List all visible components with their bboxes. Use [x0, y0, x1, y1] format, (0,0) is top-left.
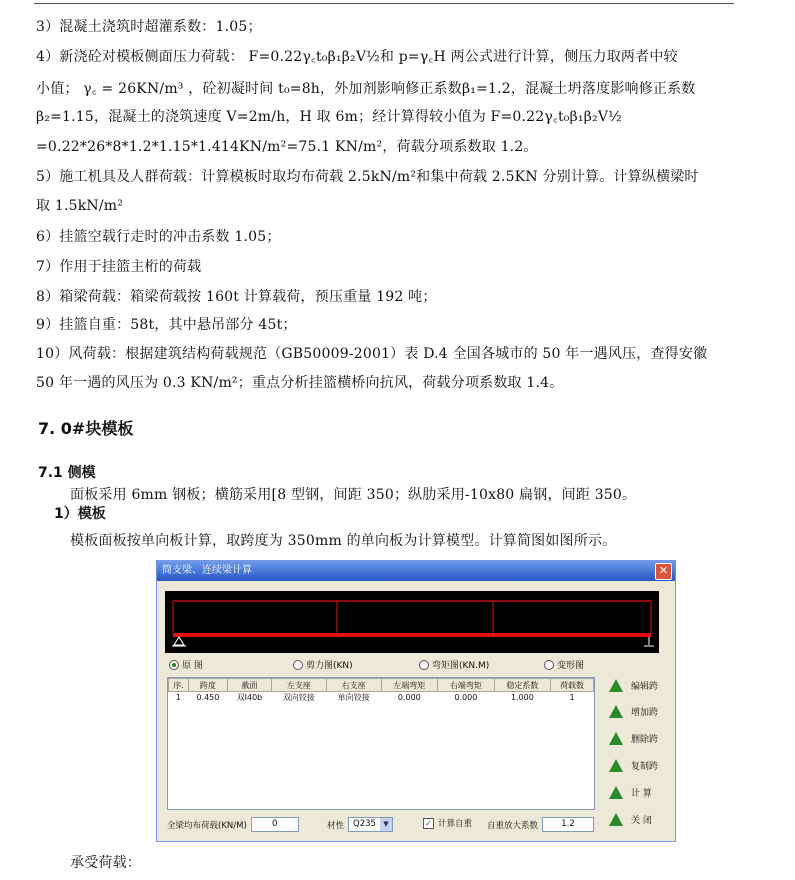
radio-deformation[interactable]: [544, 658, 584, 671]
factor-group: [487, 817, 594, 832]
delete-span-button[interactable]: [609, 732, 658, 745]
table-row[interactable]: [169, 692, 594, 704]
table-cell[interactable]: 双I40b: [236, 693, 263, 702]
factor-label: 自重放大系数: [487, 820, 539, 831]
load-input[interactable]: 0: [251, 817, 299, 832]
item-paragraph: 模板面板按单向板计算，取跨度为 350mm 的单向板为计算模型。计算简图如图所示。: [70, 533, 617, 549]
radio-original[interactable]: [169, 658, 203, 671]
radio-dot[interactable]: [293, 660, 303, 670]
button-label: 计 算: [631, 789, 652, 799]
radio-dot[interactable]: [169, 660, 179, 670]
doc-line: =0.22*26*8*1.2*1.15*1.414KN/m²=75.1 KN/m²，荷载分项系数取 1.2。: [36, 139, 538, 155]
doc-line: 50 年一遇的风压为 0.3 KN/m²；重点分析挂篮横桥向抗风，荷载分项系数取 1.4。: [36, 375, 564, 391]
radio-dot[interactable]: [544, 660, 554, 670]
after-text: 承受荷载：: [70, 855, 141, 871]
table-cell[interactable]: 双向铰接: [282, 693, 315, 702]
header-rule: [34, 3, 734, 4]
doc-line: 取 1.5kN/m²: [36, 198, 124, 214]
span-table[interactable]: [167, 677, 595, 810]
load-label: 全梁均布荷载(KN/M): [167, 820, 247, 831]
table-cell[interactable]: 0.000: [454, 693, 478, 702]
column-header[interactable]: 序.: [169, 679, 189, 692]
button-label: 删除跨: [631, 735, 659, 745]
doc-line: 8）箱梁荷载：箱梁荷载按 160t 计算载荷，预压重量 192 吨；: [36, 289, 437, 305]
button-label: 编辑跨: [631, 682, 659, 692]
calculate-button[interactable]: [609, 786, 652, 799]
doc-line: 3）混凝土浇筑时超灌系数：1.05；: [36, 19, 262, 35]
dialog-title: 简支梁、连续梁计算: [157, 561, 675, 581]
dialog-bottom-bar: [167, 815, 667, 833]
doc-line: 6）挂篮空载行走时的冲击系数 1.05；: [36, 229, 281, 245]
selfweight-group: [423, 817, 472, 829]
table-cell[interactable]: 1: [569, 693, 575, 702]
beam-diagram-svg: [165, 591, 659, 653]
button-label: 复制跨: [631, 762, 659, 772]
item-title: 1）模板: [54, 506, 106, 522]
factor-input[interactable]: 1.2: [542, 817, 594, 832]
material-value: Q235: [353, 819, 376, 829]
material-label: 材性: [327, 820, 345, 831]
column-header[interactable]: 左支座: [271, 679, 326, 692]
calculate-icon: [609, 786, 623, 799]
doc-line: 4）新浇砼对模板侧面压力荷载： F=0.22γ꜀t₀β₁β₂V½和 p=γ꜀H 两公式进行计算，侧压力取两者中较: [36, 49, 678, 65]
column-header[interactable]: 右支座: [326, 679, 381, 692]
material-select[interactable]: [348, 817, 393, 832]
subsection-title: 7.1 侧模: [38, 465, 96, 481]
table-cell[interactable]: 单向铰接: [337, 693, 370, 702]
doc-line: β₂=1.15，混凝土的浇筑速度 V=2m/h，H 取 6m；经计算得较小值为 F=0.22γ꜀t₀β₁β₂V½: [36, 109, 622, 125]
material-group: [327, 817, 393, 832]
doc-line: 9）挂篮自重：58t，其中悬吊部分 45t；: [36, 317, 297, 333]
doc-line: 5）施工机具及人群荷载：计算模板时取均布荷载 2.5kN/m²和集中荷载 2.5KN 分别计算。计算纵横梁时: [36, 169, 699, 185]
column-header[interactable]: 跨度: [188, 679, 227, 692]
table-cell[interactable]: 0.450: [196, 693, 220, 702]
table-cell[interactable]: 0.000: [397, 693, 421, 702]
chevron-down-icon[interactable]: ▼: [380, 818, 392, 831]
radio-moment[interactable]: [419, 658, 489, 671]
radio-label: 弯矩图(KN.M): [432, 661, 490, 671]
copy-span-button[interactable]: [609, 759, 658, 772]
edit-span-button[interactable]: [609, 679, 658, 692]
selfweight-checkbox[interactable]: ✓: [423, 818, 434, 829]
left-support-icon: [174, 637, 184, 645]
button-label: 增加跨: [631, 708, 659, 718]
column-header[interactable]: 截面: [228, 679, 272, 692]
doc-line: 7）作用于挂篮主桁的荷载: [36, 259, 202, 275]
add-span-button[interactable]: [609, 705, 658, 718]
load-group: [167, 817, 299, 832]
close-icon[interactable]: ✕: [655, 563, 672, 580]
table-cell[interactable]: 1.000: [510, 693, 534, 702]
copy-icon: [609, 759, 623, 772]
add-icon: [609, 705, 623, 718]
section-title: 7. 0#块模板: [38, 419, 134, 438]
beam-diagram: [165, 591, 659, 653]
column-header[interactable]: 左端弯矩: [381, 679, 438, 692]
radio-label: 变形图: [557, 661, 585, 671]
column-header[interactable]: 稳定系数: [494, 679, 551, 692]
edit-icon: [609, 679, 623, 692]
delete-icon: [609, 732, 623, 745]
selfweight-label: 计算自重: [438, 819, 473, 829]
beam: [173, 633, 651, 637]
table-header-row: [169, 679, 594, 692]
doc-line: 小值； γ꜀ = 26KN/m³ ，砼初凝时间 t₀=8h，外加剂影响修正系数β₁=1.2，混凝土坍落度影响修正系数: [36, 81, 696, 97]
radio-shear[interactable]: [293, 658, 353, 671]
view-radio-group: [167, 658, 667, 672]
column-header[interactable]: 右端弯矩: [438, 679, 495, 692]
radio-label: 剪力图(KN): [306, 661, 353, 671]
column-header[interactable]: 荷载数: [551, 679, 594, 692]
table-cell[interactable]: 1: [175, 693, 181, 702]
doc-line: 10）风荷载：根据建筑结构荷载规范（GB50009-2001）表 D.4 全国各城市的 50 年一遇风压，查得安徽: [36, 346, 708, 362]
radio-label: 原 图: [182, 661, 203, 671]
subsection-paragraph: 面板采用 6mm 钢板；横筋采用[8 型钢，间距 350；纵肋采用-10x80 扁钢，间距 350。: [70, 487, 637, 503]
beam-calc-dialog: [156, 560, 676, 842]
button-label: 关 闭: [631, 816, 652, 826]
radio-dot[interactable]: [419, 660, 429, 670]
